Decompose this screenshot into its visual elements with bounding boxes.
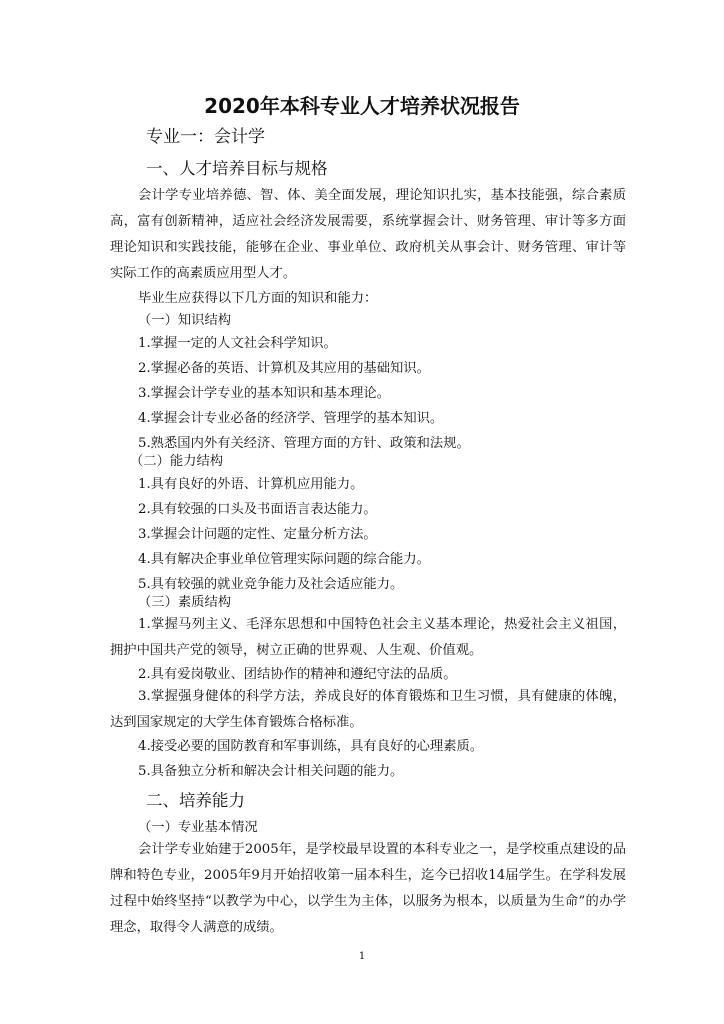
subsection-heading-quality: （三）素质结构 <box>138 595 232 610</box>
list-item: 1.掌握一定的人文社会科学知识。 <box>138 336 337 351</box>
list-item: 3.掌握会计问题的定性、定量分析方法。 <box>138 527 377 542</box>
list-item: 5.具备独立分析和解决会计相关问题的能力。 <box>138 764 404 779</box>
list-item: 4.具有解决企事业单位管理实际问题的综合能力。 <box>138 552 430 567</box>
list-item: 2.掌握必备的英语、计算机及其应用的基础知识。 <box>138 361 430 376</box>
list-item: 5.具有较强的就业竞争能力及社会适应能力。 <box>138 577 404 592</box>
basic-info-paragraph: 会计学专业始建于2005年，是学校最早设置的本科专业之一，是学校重点建设的品牌和特色专业，2005年9月开始招收第一届本科生，迄今已招收14届学生。在学科发展过程中始终坚持“以教学为中心，以学生为主体，以服务为根本，以质量为生命”的办学理念，取得令人满意的成绩。 <box>110 842 626 935</box>
subsection-heading-basic-info: （一）专业基本情况 <box>138 820 258 835</box>
goals-paragraph: 会计学专业培养德、智、体、美全面发展，理论知识扎实，基本技能强，综合素质高，富有创新精神，适应社会经济发展需要，系统掌握会计、财务管理、审计等多方面理论知识和实践技能，能够在企业、事业单位、政府机关从事会计、财务管理、审计等实际工作的高素质应用型人才。 <box>110 188 626 281</box>
subsection-heading-knowledge: （一）知识结构 <box>138 313 232 328</box>
goals-lead: 毕业生应获得以下几方面的知识和能力： <box>138 291 378 306</box>
section-heading-capacity: 二、培养能力 <box>146 791 245 810</box>
major-heading: 专业一：会计学 <box>146 127 265 147</box>
list-item: 1.掌握马列主义、毛泽东思想和中国特色社会主义基本理论，热爱社会主义祖国，拥护中国共产党的领导，树立正确的世界观、人生观、价值观。 <box>110 617 626 658</box>
section-heading-goals: 一、人才培养目标与规格 <box>146 159 328 178</box>
subsection-heading-ability: （二）能力结构 <box>130 454 224 469</box>
list-item: 5.熟悉国内外有关经济、管理方面的方针、政策和法规。 <box>138 436 470 451</box>
page-number: 1 <box>358 951 366 962</box>
list-item: 2.具有较强的口头及书面语言表达能力。 <box>138 502 377 517</box>
list-item: 3.掌握会计学专业的基本知识和基本理论。 <box>138 386 391 401</box>
list-item: 4.掌握会计专业必备的经济学、管理学的基本知识。 <box>138 411 444 426</box>
list-item: 2.具有爱岗敬业、团结协作的精神和遵纪守法的品质。 <box>138 667 457 682</box>
list-item: 4.接受必要的国防教育和军事训练，具有良好的心理素质。 <box>138 739 484 754</box>
document-title: 2020年本科专业人才培养状况报告 <box>204 94 520 118</box>
list-item: 1.具有良好的外语、计算机应用能力。 <box>138 477 364 492</box>
list-item: 3.掌握强身健体的科学方法，养成良好的体育锻炼和卫生习惯，具有健康的体魄，达到国家规定的大学生体育锻炼合格标准。 <box>110 689 626 730</box>
